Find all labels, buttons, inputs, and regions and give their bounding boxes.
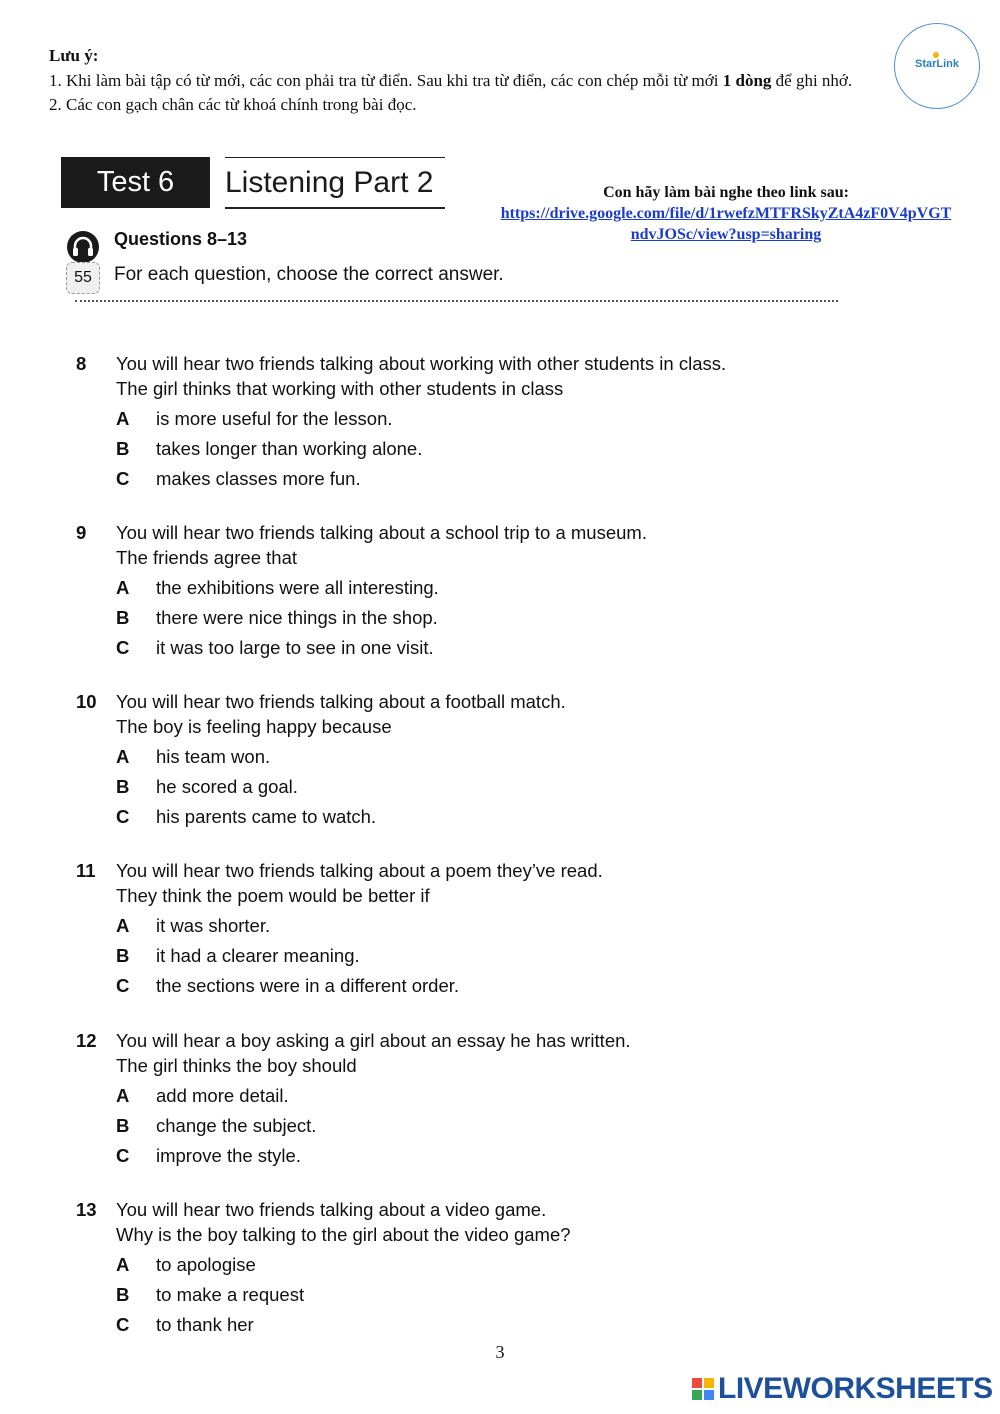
option-letter: A <box>116 746 130 767</box>
track-number: 55 <box>66 262 100 294</box>
instructions-text: For each question, choose the correct answer. <box>114 264 504 285</box>
option-letter: B <box>116 776 130 797</box>
option-letter: B <box>116 1115 130 1136</box>
option-c[interactable] <box>116 466 361 491</box>
option-letter: A <box>116 1085 130 1106</box>
option-text: he scored a goal. <box>156 776 298 797</box>
option-text: takes longer than working alone. <box>156 438 423 459</box>
option-a[interactable] <box>116 406 393 431</box>
option-text: change the subject. <box>156 1115 317 1136</box>
note-title: Lưu ý: <box>49 46 99 65</box>
headphones-icon <box>66 230 100 264</box>
part-title: Listening Part 2 <box>225 157 445 209</box>
option-letter: B <box>116 1284 130 1305</box>
question-number: 11 <box>76 860 96 881</box>
question-stem-1: You will hear two friends talking about working with other students in class. <box>116 353 727 374</box>
option-letter: C <box>116 468 130 489</box>
option-letter: B <box>116 607 130 628</box>
option-text: his parents came to watch. <box>156 806 377 827</box>
option-letter: C <box>116 1145 130 1166</box>
option-letter: A <box>116 577 130 598</box>
option-c[interactable] <box>116 973 459 998</box>
option-a[interactable] <box>116 1083 289 1108</box>
option-letter: A <box>116 408 130 429</box>
option-a[interactable] <box>116 744 270 769</box>
question-stem-1: You will hear two friends talking about a video game. <box>116 1199 547 1220</box>
option-letter: C <box>116 806 130 827</box>
option-text: to apologise <box>156 1254 256 1275</box>
question-number: 12 <box>76 1030 97 1051</box>
question-stem-2: The friends agree that <box>116 547 297 568</box>
note-block <box>49 44 879 118</box>
dotted-divider <box>75 300 838 302</box>
option-b[interactable] <box>116 1113 316 1138</box>
option-text: to thank her <box>156 1314 254 1335</box>
question-number: 10 <box>76 691 97 712</box>
brand-text: LIVEWORKSHEETS <box>718 1372 993 1405</box>
option-text: to make a request <box>156 1284 305 1305</box>
option-text: the sections were in a different order. <box>156 975 460 996</box>
option-b[interactable] <box>116 1282 304 1307</box>
option-letter: C <box>116 1314 130 1335</box>
question-range: Questions 8–13 <box>114 229 248 249</box>
question-stem-1: You will hear two friends talking about a football match. <box>116 691 566 712</box>
question-number: 9 <box>76 522 87 543</box>
question-number: 8 <box>76 353 87 374</box>
option-b[interactable] <box>116 943 360 968</box>
liveworksheets-icon <box>692 1378 714 1400</box>
option-letter: A <box>116 915 130 936</box>
page-number: 3 <box>495 1342 505 1362</box>
question-stem-2: Why is the boy talking to the girl about the video game? <box>116 1224 571 1245</box>
option-a[interactable] <box>116 913 270 938</box>
test-label: Test 6 <box>61 157 210 208</box>
option-letter: C <box>116 637 130 658</box>
audio-link[interactable]: https://drive.google.com/file/d/1rwefzMTFRSkyZtA4zF0V4pVGTndvJOSc/view?usp=sharing <box>500 205 952 243</box>
option-letter: B <box>116 438 130 459</box>
option-text: it had a clearer meaning. <box>156 945 360 966</box>
option-letter: A <box>116 1254 130 1275</box>
option-a[interactable] <box>116 575 439 600</box>
logo-text: StarLink <box>914 58 959 70</box>
option-text: there were nice things in the shop. <box>156 607 438 628</box>
liveworksheets-logo <box>692 1372 993 1406</box>
option-text: it was shorter. <box>156 915 271 936</box>
option-letter: B <box>116 945 130 966</box>
option-text: add more detail. <box>156 1085 289 1106</box>
option-c[interactable] <box>116 804 376 829</box>
option-a[interactable] <box>116 1252 256 1277</box>
question-stem-2: They think the poem would be better if <box>116 885 430 906</box>
question-number: 13 <box>76 1199 97 1220</box>
option-text: it was too large to see in one visit. <box>156 637 434 658</box>
option-b[interactable] <box>116 774 298 799</box>
option-c[interactable] <box>116 635 434 660</box>
note-line-1 <box>49 69 879 94</box>
question-stem-1: You will hear two friends talking about a poem they’ve read. <box>116 860 603 881</box>
option-text: is more useful for the lesson. <box>156 408 393 429</box>
option-letter: C <box>116 975 130 996</box>
link-block <box>500 182 952 245</box>
starlink-logo <box>894 23 980 109</box>
note-line-1-bold: 1 dòng <box>722 70 772 90</box>
option-text: the exhibitions were all interesting. <box>156 577 439 598</box>
question-stem-1: You will hear two friends talking about a school trip to a museum. <box>116 522 647 543</box>
option-c[interactable] <box>116 1143 301 1168</box>
option-text: improve the style. <box>156 1145 301 1166</box>
option-b[interactable] <box>116 436 422 461</box>
option-text: makes classes more fun. <box>156 468 361 489</box>
note-line-2: 2. Các con gạch chân các từ khoá chính trong bài đọc. <box>49 95 417 114</box>
question-stem-2: The boy is feeling happy because <box>116 716 392 737</box>
question-stem-1: You will hear a boy asking a girl about an essay he has written. <box>116 1030 631 1051</box>
note-line-1-end: để ghi nhớ. <box>771 70 853 90</box>
option-b[interactable] <box>116 605 438 630</box>
link-intro: Con hãy làm bài nghe theo link sau: <box>603 184 849 201</box>
option-text: his team won. <box>156 746 271 767</box>
question-stem-2: The girl thinks the boy should <box>116 1055 357 1076</box>
note-line-1-text: 1. Khi làm bài tập có từ mới, các con phải tra từ điển. Sau khi tra từ điển, các con chép mỗi từ mới <box>49 70 723 90</box>
question-stem-2: The girl thinks that working with other students in class <box>116 378 564 399</box>
option-c[interactable] <box>116 1312 254 1337</box>
